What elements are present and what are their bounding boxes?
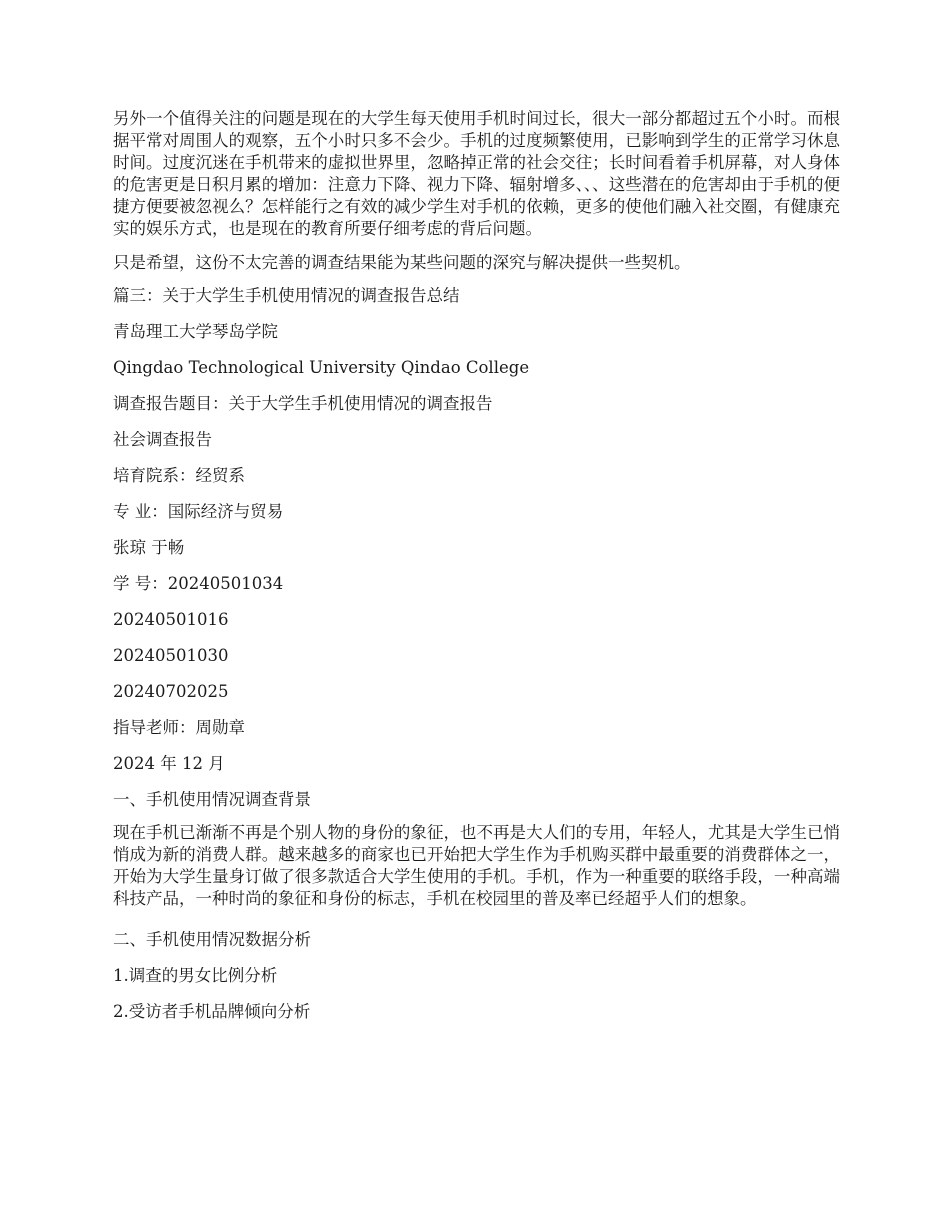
school-name-en: Qingdao Technological University Qindao College	[113, 358, 530, 377]
advisor: 指导老师：周勋章	[113, 718, 245, 737]
report-type: 社会调查报告	[113, 430, 212, 449]
student-id: 20240702025	[113, 682, 229, 701]
student-id: 20240501030	[113, 646, 229, 665]
report-date: 2024 年 12 月	[113, 754, 225, 773]
report-title: 调查报告题目：关于大学生手机使用情况的调查报告	[113, 394, 493, 413]
body-paragraph: 另外一个值得关注的问题是现在的大学生每天使用手机时间过长，很大一部分都超过五个小时。而根据平常对周围人的观察，五个小时只多不会少。手机的过度频繁使用，已影响到学生的正常学习休息时间。过度沉迷在手机带来的虚拟世界里，忽略掉正常的社会交往；长时间看着手机屏幕，对人身体的危害更是日积月累的增加：注意力下降、视力下降、辐射增多、、、这些潜在的危害却由于手机的便捷方便要被忽视么？怎样能行之有效的减少学生对手机的依赖，更多的使他们融入社交圈，有健康充实的娱乐方式，也是现在的教育所要仔细考虑的背后问题。	[113, 109, 840, 238]
student-id: 20240501016	[113, 610, 229, 629]
document-page	[113, 108, 840, 1030]
school-name-cn: 青岛理工大学琴岛学院	[113, 322, 278, 341]
department: 培育院系：经贸系	[113, 466, 245, 485]
list-item: 2.受访者手机品牌倾向分析	[113, 1002, 311, 1021]
major: 专 业：国际经济与贸易	[113, 502, 284, 521]
section-1-body: 现在手机已渐渐不再是个别人物的身份的象征，也不再是大人们的专用，年轻人，尤其是大学生已悄悄成为新的消费人群。越来越多的商家也已开始把大学生作为手机购买群中最重要的消费群体之一，开始为大学生量身订做了很多款适合大学生使用的手机。手机，作为一种重要的联络手段，一种高端科技产品，一种时尚的象征和身份的标志，手机在校园里的普及率已经超乎人们的想象。	[113, 823, 840, 908]
section-1-heading: 一、手机使用情况调查背景	[113, 790, 311, 809]
body-paragraph: 只是希望，这份不太完善的调查结果能为某些问题的深究与解决提供一些契机。	[113, 253, 691, 272]
section-heading-part3: 篇三：关于大学生手机使用情况的调查报告总结	[113, 286, 460, 305]
student-id: 学 号：20240501034	[113, 574, 284, 593]
authors: 张琼 于畅	[113, 538, 185, 557]
section-2-heading: 二、手机使用情况数据分析	[113, 930, 311, 949]
list-item: 1.调查的男女比例分析	[113, 966, 278, 985]
